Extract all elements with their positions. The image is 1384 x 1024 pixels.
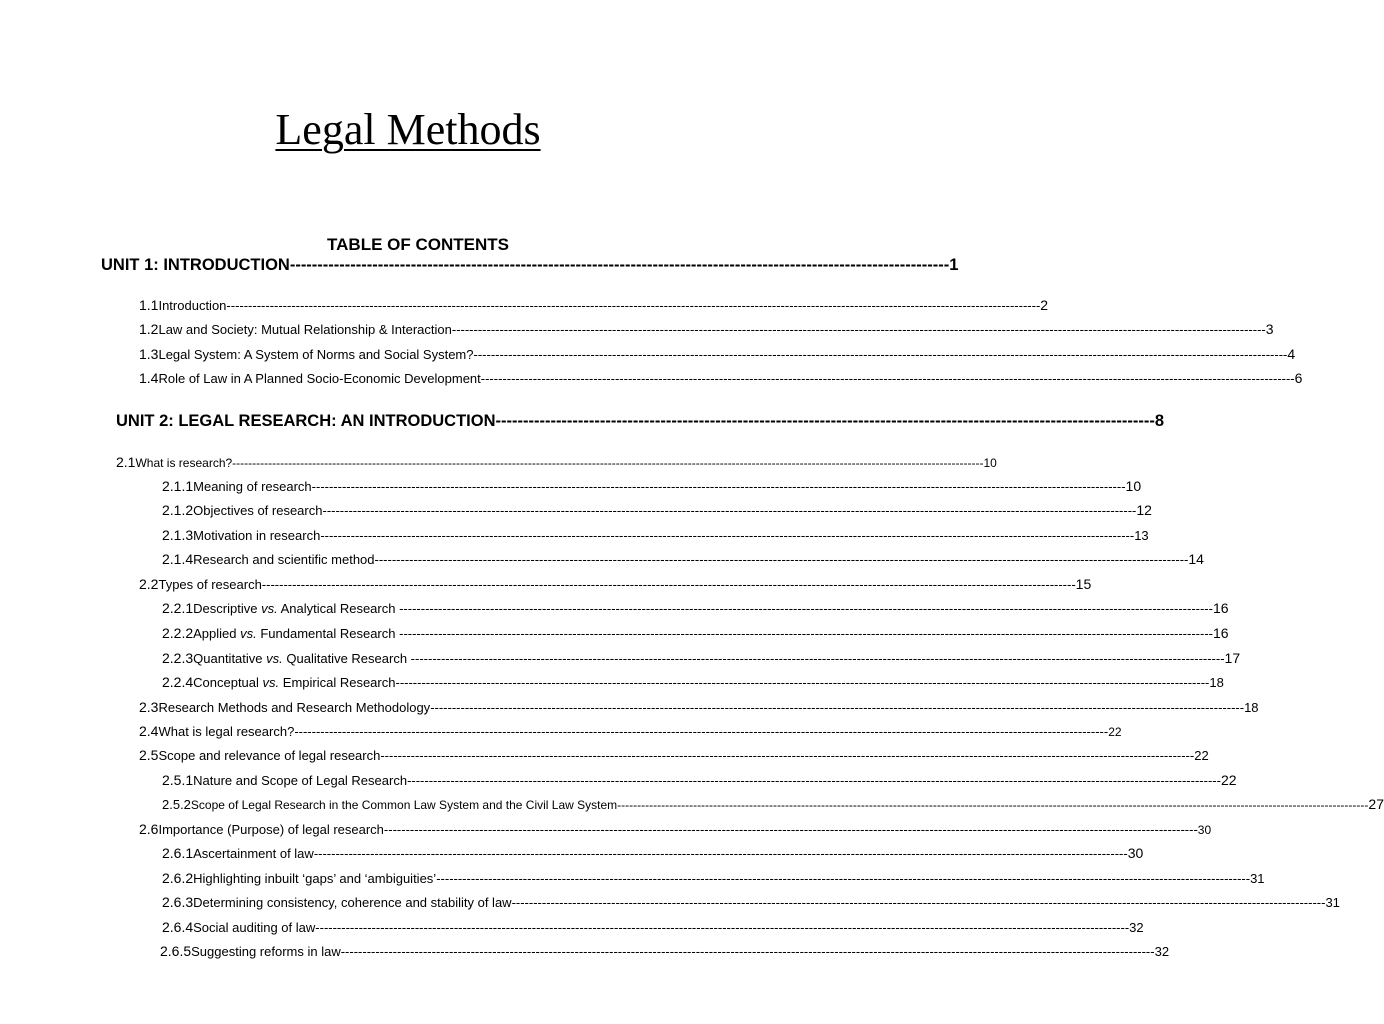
toc-leader: -------------------------------------------------------------------------------------------------------------------------------------------------------------------------------------------- [313,846,1128,861]
toc-entry-number: 2.5.1 [162,772,194,788]
toc-leader: -------------------------------------------------------------------------------------------------------------------------------------------------------------------------------------------- [232,456,984,470]
toc-entry-text: What is research? [135,456,233,470]
toc-entry-text: Determining consistency, coherence and stability of law [193,895,512,910]
toc-leader: -------------------------------------------------------------------------------------------------------------------------------------------------------------------------------------------- [407,773,1221,788]
toc-page-number: 18 [1244,700,1259,715]
toc-entry-text: Ascertainment of law [193,846,314,861]
toc-entry [162,625,1229,641]
toc-entry-number: 2.1 [116,454,136,470]
toc-entry-number: 2.2.3 [162,650,194,666]
toc-entry [139,370,1303,386]
toc-page-number: 1 [949,256,959,274]
toc-entry-text: Types of research [158,577,262,592]
toc-entry-text: Scope and relevance of legal research [158,748,381,763]
toc-entry-text: Importance (Purpose) of legal research [158,822,384,837]
toc-page-number: 6 [1294,370,1303,386]
toc-page-number: 32 [1154,944,1170,959]
toc-leader: -------------------------------------------------------------------------------------------------------------------------------------------------------------------------------------------- [226,298,1041,313]
toc-page-number: 31 [1325,895,1340,910]
toc-entry-text: Law and Society: Mutual Relationship & Interaction [158,322,452,337]
toc-page-number: 3 [1265,321,1274,337]
toc-entry-number: 1.4 [139,370,159,386]
toc-leader: -------------------------------------------------------------------------------------------------------------------------------------------------------------------------------------------- [374,552,1189,567]
toc-leader: -------------------------------------------------------------------------------------------------------------------------------------------------------------------------------------------- [473,347,1288,362]
toc-leader: -------------------------------------------------------------------------------------------------------------------------------------------------------------------------------------------- [399,601,1213,616]
toc-entry-number: 2.6.1 [162,845,194,861]
toc-leader: -------------------------------------------------------------------------------------------------------------------------------------------------------------------------------------------- [617,798,1369,812]
toc-page-number: 22 [1220,772,1237,788]
toc-entry-number: 2.3 [139,699,159,715]
toc-unit [116,412,1165,431]
toc-leader: -------------------------------------------------------------------------------------------------------------------------------------------------------------------------------------------- [315,920,1130,935]
toc-leader: -------------------------------------------------------------------------------------------------------------------------------------------------------------------------------------------- [261,577,1076,592]
toc-entry-text: What is legal research? [158,724,295,739]
toc-entry [162,650,1241,666]
toc-entry [162,772,1237,788]
toc-page-number: 15 [1075,576,1092,592]
toc-page-number: 17 [1224,650,1241,666]
toc-page-number: 10 [983,456,997,470]
toc-entry [162,527,1149,543]
toc-entry [162,600,1229,616]
toc-entry-text: Motivation in research [193,528,321,543]
toc-leader: -------------------------------------------------------------------------------------------------------------------------------------------------------------------------------------------- [399,626,1213,641]
toc-entry-number: 2.2 [139,576,159,592]
toc-entry-number: 2.6.2 [162,870,194,886]
toc-page-number: 16 [1212,600,1229,616]
toc-leader: -------------------------------------------------------------------------------------------------------------------------------------------------------------------------------------------- [395,675,1210,690]
toc-entry [139,821,1212,837]
toc-page-number: 22 [1108,725,1122,739]
toc-leader: -------------------------------------------------------------------------------------------------------------------------------------------------------------------------------------------- [511,895,1326,910]
toc-entry-number: 1.3 [139,346,159,362]
toc-entry-number: 2.1.2 [162,502,194,518]
toc-entry [139,699,1259,715]
toc-entry [160,943,1170,959]
toc-page-number: 30 [1197,823,1212,837]
toc-leader: -------------------------------------------------------------------------------------------------------------------------------------------------------------------------------------------- [380,748,1195,763]
toc-leader: -------------------------------------------------------------------------------------------------------------------------------------------------------------------------------------------- [436,871,1251,886]
toc-page-number: 8 [1154,412,1165,430]
toc-entry-text: Suggesting reforms in law [191,944,341,959]
toc-entry-text: UNIT 1: INTRODUCTION [101,256,290,274]
toc-entry-number: 2.6 [139,821,159,837]
toc-entry [139,576,1092,592]
toc-entry-number: 1.2 [139,321,159,337]
toc-entry-text: Scope of Legal Research in the Common Law System and the Civil Law System [190,798,618,812]
toc-entry-number: 2.1.4 [162,551,194,567]
toc-page-number: 18 [1209,675,1224,690]
toc-entry [162,551,1204,567]
toc-leader: -------------------------------------------------------------------------------------------------------------------------------------------------------------------------------------------- [320,528,1135,543]
toc-entry-number: 2.1.3 [162,527,194,543]
toc-page-number: 13 [1134,528,1149,543]
toc-entry-number: 2.4 [139,723,159,739]
toc-page-number: 14 [1188,551,1204,567]
toc-entry-number: 2.1.1 [162,478,194,494]
toc-page-number: 22 [1194,748,1209,763]
toc-entry [162,478,1142,494]
toc-entry-text: Social auditing of law [193,920,316,935]
toc-entry-text: Conceptual vs. Empirical Research [193,675,396,690]
toc-entry-number: 2.2.2 [162,625,194,641]
toc-leader: -------------------------------------------------------------------------------------------------------------------------------------------------------------------------------------------- [480,371,1295,386]
toc-entry-text: Introduction [158,298,227,313]
toc-page-number: 2 [1040,297,1049,313]
toc-leader: -------------------------------------------------------------------------------------------------------------------------------------------------------------------------------------------- [340,944,1155,959]
toc-entry-number: 2.2.4 [162,674,194,690]
toc-entry-text: Role of Law in A Planned Socio-Economic Development [158,371,481,386]
toc-entry-text: Legal System: A System of Norms and Social System? [158,347,474,362]
toc-entry-text: Highlighting inbuilt ‘gaps’ and ‘ambiguities’ [193,871,437,886]
toc-entry-text: Research and scientific method [193,552,375,567]
toc-entry-number: 2.6.4 [162,919,194,935]
toc-entry-text: UNIT 2: LEGAL RESEARCH: AN INTRODUCTION [116,412,496,430]
toc-page-number: 30 [1127,845,1144,861]
toc-entry-text: Descriptive vs. Analytical Research [193,601,400,616]
toc-leader: -------------------------------------------------------------------------------------------------------------------------------------------------------------------------------------------- [311,479,1126,494]
toc-entry-number: 1.1 [139,297,159,313]
toc-entry-number: 2.2.1 [162,600,194,616]
toc-entry-text: Nature and Scope of Legal Research [193,773,408,788]
toc-leader: -------------------------------------------------------------------------------------------------------------------------------------------------------------------------------------------- [410,651,1225,666]
toc-entry [162,919,1144,935]
toc-entry-text: Meaning of research [193,479,312,494]
toc-page-number: 27 [1368,796,1384,812]
toc-unit [101,256,959,275]
toc-entry [139,747,1209,763]
toc-leader: -------------------------------------------------------------------------------------------------------------------------------------------------------------------------------------------- [383,822,1198,837]
toc-page-number: 16 [1212,625,1229,641]
toc-page-number: 4 [1287,346,1296,362]
toc-entry [162,894,1340,910]
toc-entry [116,454,997,470]
toc-entry [139,346,1296,362]
toc-leader: -------------------------------------------------------------------------------------------------------------------------------------------------------------------------------------------- [322,503,1137,518]
toc-entry-text: Objectives of research [193,503,323,518]
toc-entry-text: Research Methods and Research Methodology [158,700,431,715]
toc-leader: -------------------------------------------------------------------------------------------------------------------------------------------------------------------------------------------- [451,322,1266,337]
toc-entry-number: 2.6.5 [160,943,192,959]
toc-entry [162,674,1224,690]
toc-entry-text: Applied vs. Fundamental Research [193,626,400,641]
toc-entry [162,870,1265,886]
toc-leader: ------------------------------------------------------------------------------------------------------------------------ [289,256,950,274]
toc-entry-number: 2.5 [139,747,159,763]
toc-entry [139,321,1274,337]
toc-entry-number: 2.6.3 [162,894,194,910]
toc-entry [139,297,1049,313]
toc-entry [162,796,1384,812]
toc-entry-text: Quantitative vs. Qualitative Research [193,651,411,666]
toc-entry [139,723,1122,739]
toc-page-number: 31 [1250,871,1265,886]
document-title: Legal Methods [275,105,541,154]
toc-entry [162,502,1152,518]
toc-page-number: 32 [1129,920,1144,935]
toc-leader: -------------------------------------------------------------------------------------------------------------------------------------------------------------------------------------------- [294,724,1109,739]
toc-page-number: 12 [1136,502,1152,518]
toc-entry-number: 2.5.2 [162,797,191,812]
toc-heading: TABLE OF CONTENTS [327,235,509,254]
toc-page-number: 10 [1125,478,1142,494]
toc-leader: -------------------------------------------------------------------------------------------------------------------------------------------------------------------------------------------- [430,700,1245,715]
toc-entry [162,845,1144,861]
toc-leader: ------------------------------------------------------------------------------------------------------------------------ [495,412,1155,430]
